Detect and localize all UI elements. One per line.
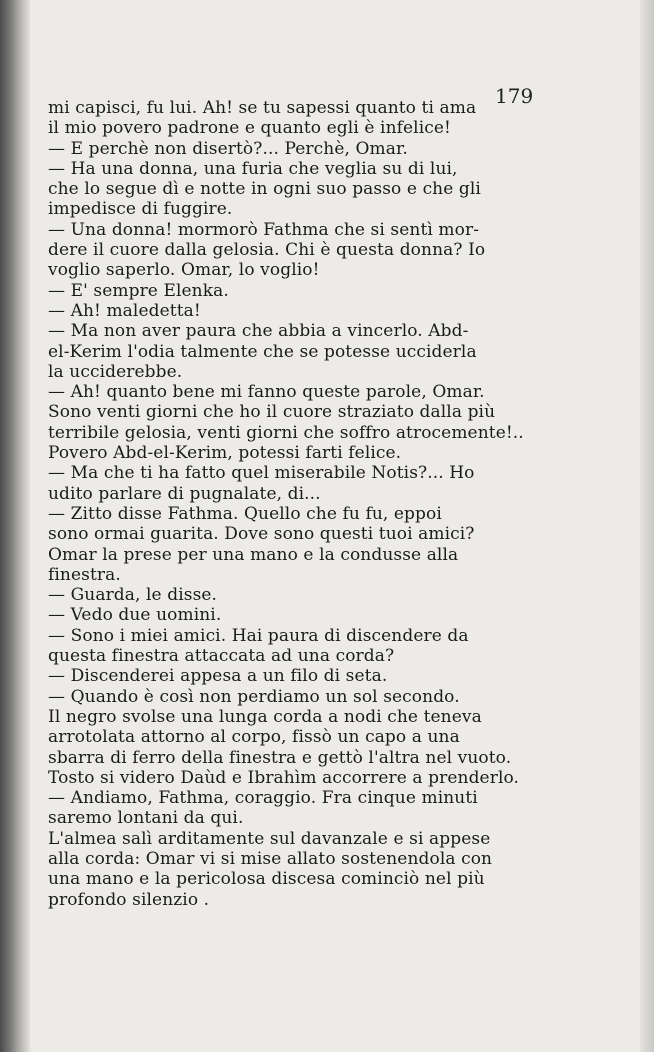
text-line: dere il cuore dalla gelosia. Chi è questa donna? Io — [48, 240, 486, 261]
text-line: el-Kerim l'odia talmente che se potesse ucciderla — [48, 341, 477, 362]
text-line: — Guarda, le disse. — [48, 585, 218, 606]
text-line: — Ma che ti ha fatto quel miserabile Notis?... Ho — [48, 463, 475, 484]
text-line: — Discenderei appesa a un filo di seta. — [48, 666, 388, 687]
text-line: L'almea salì arditamente sul davanzale e si appese — [48, 828, 491, 849]
page-edge — [640, 0, 654, 1052]
text-line: alla corda: Omar vi si mise allato sostenendola con — [48, 848, 493, 869]
text-line: — Quando è così non perdiamo un sol secondo. — [48, 686, 460, 707]
text-line: — Ah! maledetta! — [48, 300, 201, 321]
text-line: — Andiamo, Fathma, coraggio. Fra cinque minuti — [48, 788, 478, 809]
text-line: Il negro svolse una lunga corda a nodi che teneva — [48, 706, 482, 727]
text-line: profondo silenzio . — [48, 889, 210, 910]
text-line: — Ma non aver paura che abbia a vincerlo. Abd- — [48, 321, 469, 342]
text-line: finestra. — [48, 564, 121, 585]
text-line: questa finestra attaccata ad una corda? — [48, 646, 395, 667]
text-line: — Zitto disse Fathma. Quello che fu fu, eppoi — [48, 503, 442, 524]
text-line: — Sono i miei amici. Hai paura di discendere da — [48, 625, 469, 646]
text-line: voglio saperlo. Omar, lo voglio! — [48, 260, 320, 281]
text-line: — Ah! quanto bene mi fanno queste parole, Omar. — [48, 382, 485, 403]
text-line: la ucciderebbe. — [48, 361, 183, 382]
text-line: impedisce di fuggire. — [48, 199, 233, 220]
text-line: Povero Abd-el-Kerim, potessi farti felice. — [48, 443, 402, 464]
text-line: sbarra di ferro della finestra e gettò l'altra nel vuoto. — [48, 747, 512, 768]
text-line: mi capisci, fu lui. Ah! se tu sapessi quanto ti ama — [48, 98, 477, 118]
text-line: Omar la prese per una mano e la condusse alla — [48, 544, 459, 565]
text-line: terribile gelosia, venti giorni che soffro atrocemente!.. — [48, 422, 524, 443]
text-line: una mano e la pericolosa discesa cominciò nel più — [48, 869, 485, 890]
text-line: arrotolata attorno al corpo, fissò un capo a una — [48, 727, 460, 748]
text-line: — Ha una donna, una furia che veglia su di lui, — [48, 158, 458, 179]
binding-shadow — [0, 0, 30, 1052]
page-number: 179 — [495, 84, 534, 108]
text-line: — Vedo due uomini. — [48, 605, 222, 626]
text-line: Sono venti giorni che ho il cuore straziato dalla più — [48, 402, 496, 423]
text-line: saremo lontani da qui. — [48, 808, 244, 829]
text-line: il mio povero padrone e quanto egli è infelice! — [48, 118, 451, 139]
text-line: che lo segue dì e notte in ogni suo passo e che gli — [48, 179, 481, 200]
text-line: sono ormai guarita. Dove sono questi tuoi amici? — [48, 524, 475, 545]
text-line: Tosto si videro Daùd e Ibrahìm accorrere a prenderlo. — [48, 767, 520, 788]
text-line: — Una donna! mormorò Fathma che si sentì mor- — [48, 219, 480, 240]
text-line: — E' sempre Elenka. — [48, 280, 229, 301]
text-line: udito parlare di pugnalate, di... — [48, 483, 321, 504]
text-line: — E perchè non disertò?... Perchè, Omar. — [48, 138, 408, 159]
body-text — [48, 98, 530, 910]
